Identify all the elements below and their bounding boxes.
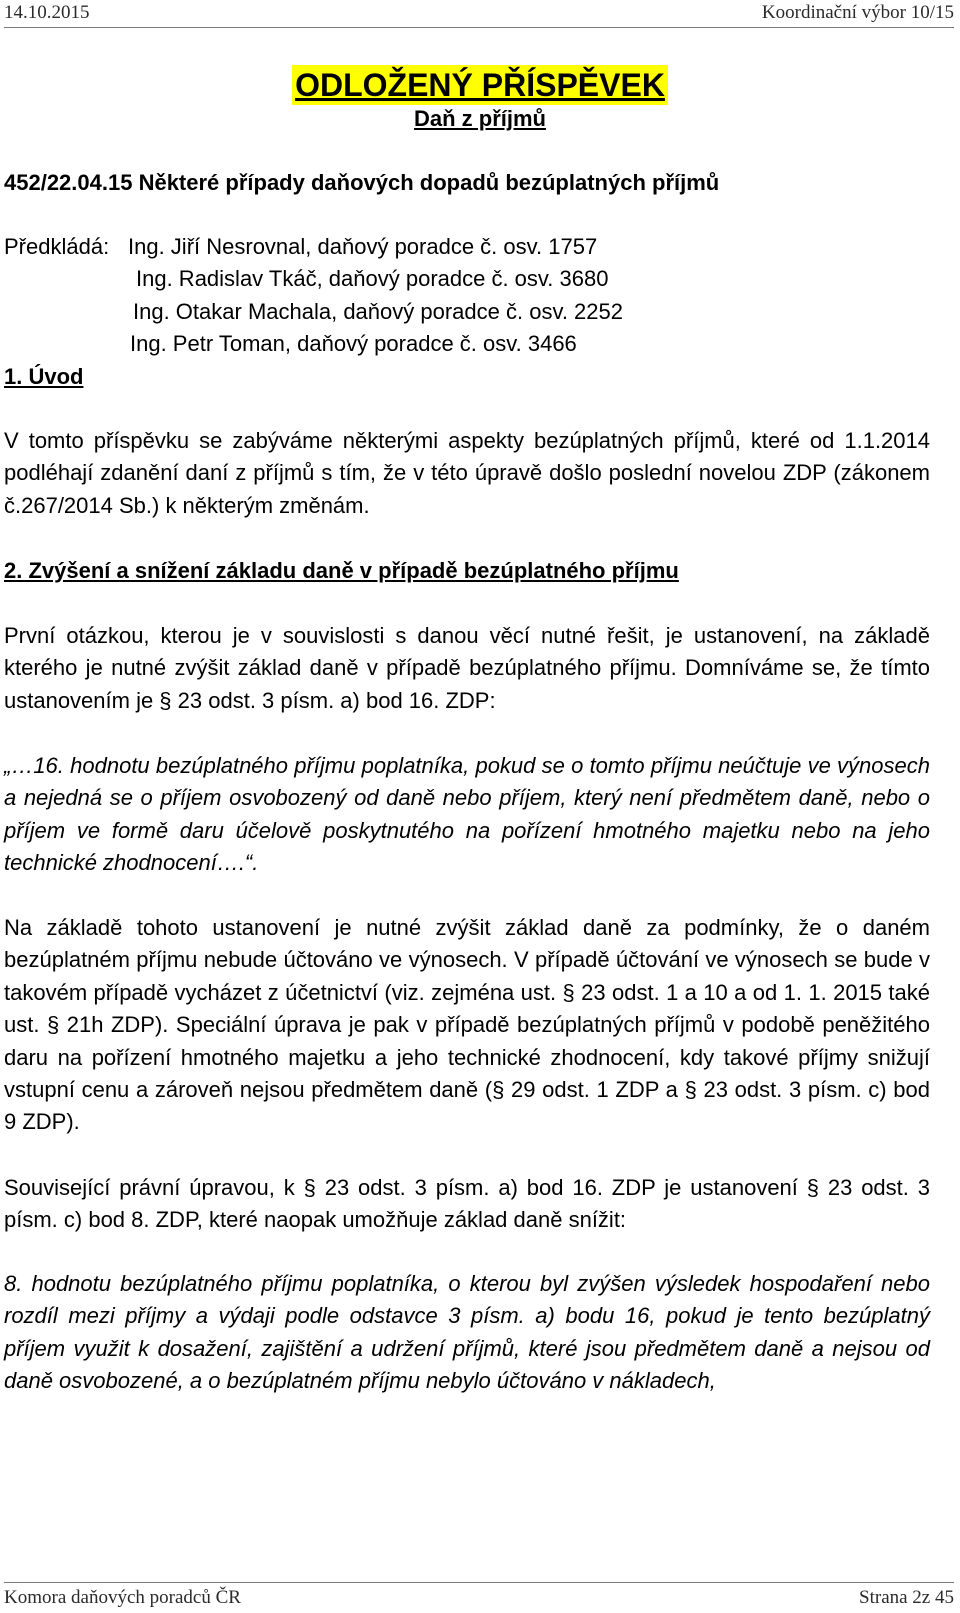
footer-page-number: Strana 2z 45 bbox=[859, 1587, 954, 1608]
section-2-quote-2: 8. hodnotu bezúplatného příjmu poplatníka, o kterou byl zvýšen výsledek hospodaření nebo rozdíl mezi příjmy a výdaji podle odstavce 3 písm. a) bodu 16, pokud je tento bezúplatný příjem využit k dosažení, zajištění a udržení příjmů, které jsou předmětem daně a nejsou od daně osvobozené, a o bezúplatném příjmu nebylo účtováno v nákladech, bbox=[4, 1271, 930, 1394]
document-title-wrap bbox=[0, 65, 960, 105]
footer-divider bbox=[4, 1582, 954, 1583]
section-1-text: V tomto příspěvku se zabýváme některými aspekty bezúplatných příjmů, které od 1.1.2014 podléhají zdanění daní z příjmů s tím, že v této úpravě došlo poslední novelou ZDP (zákonem č.267/2014 Sb.) k některým změnám. bbox=[4, 428, 930, 518]
submitter-4: Ing. Petr Toman, daňový poradce č. osv. 3466 bbox=[130, 331, 577, 356]
section-2-title: 2. Zvýšení a snížení základu daně v případě bezúplatného příjmu bbox=[4, 558, 679, 583]
topic-heading: 452/22.04.15 Některé případy daňových dopadů bezúplatných příjmů bbox=[4, 170, 720, 195]
section-2-quote-1: „…16. hodnotu bezúplatného příjmu poplatníka, pokud se o tomto příjmu neúčtuje ve výnosech a nejedná se o příjem osvobozený od daně nebo příjem, který není předmětem daně, nebo o příjem ve formě daru účelově poskytnutého na pořízení hmotného majetku nebo na jeho technické zhodnocení….“. bbox=[4, 753, 930, 876]
header-date: 14.10.2015 bbox=[4, 2, 90, 23]
submitter-2: Ing. Radislav Tkáč, daňový poradce č. osv. 3680 bbox=[136, 266, 609, 291]
section-1-title: 1. Úvod bbox=[4, 364, 84, 389]
header-divider bbox=[4, 27, 954, 28]
document-subtitle: Daň z příjmů bbox=[413, 106, 546, 131]
header-title: Koordinační výbor 10/15 bbox=[761, 2, 954, 23]
section-2-paragraph-1: První otázkou, kterou je v souvislosti s danou věcí nutné řešit, je ustanovení, na základě kterého je nutné zvýšit základ daně v případě bezúplatného příjmu. Domníváme se, že tímto ustanovením je § 23 odst. 3 písm. a) bod 16. ZDP: bbox=[4, 623, 930, 713]
submitter-1: Ing. Jiří Nesrovnal, daňový poradce č. osv. 1757 bbox=[128, 234, 598, 259]
submitter-3: Ing. Otakar Machala, daňový poradce č. osv. 2252 bbox=[133, 299, 623, 324]
footer-organization: Komora daňových poradců ČR bbox=[4, 1587, 241, 1608]
page-footer bbox=[4, 1587, 954, 1609]
submitters-label: Předkládá: bbox=[4, 234, 110, 259]
page-header bbox=[4, 2, 954, 24]
section-2-paragraph-3: Související právní úpravou, k § 23 odst. 3 písm. a) bod 16. ZDP je ustanovení § 23 odst. 3 písm. c) bod 8. ZDP, které naopak umožňuje základ daně snížit: bbox=[4, 1175, 930, 1233]
section-2-paragraph-2: Na základě tohoto ustanovení je nutné zvýšit základ daně za podmínky, že o daném bezúplatném příjmu nebude účtováno ve výnosech. V případě účtování ve výnosech se bude v takovém případě vycházet z účetnictví (viz. zejména ust. § 23 odst. 1 a 10 a od 1. 1. 2015 také ust. § 21h ZDP). Speciální úprava je pak v případě bezúplatných příjmů v podobě peněžitého daru na pořízení hmotného majetku a jeho technické zhodnocení, kdy takové příjmy snižují vstupní cenu a zároveň nejsou předmětem daně (§ 29 odst. 1 ZDP a § 23 odst. 3 písm. c) bod 9 ZDP). bbox=[4, 915, 930, 1135]
document-title: ODLOŽENÝ PŘÍSPĚVEK bbox=[292, 65, 668, 105]
